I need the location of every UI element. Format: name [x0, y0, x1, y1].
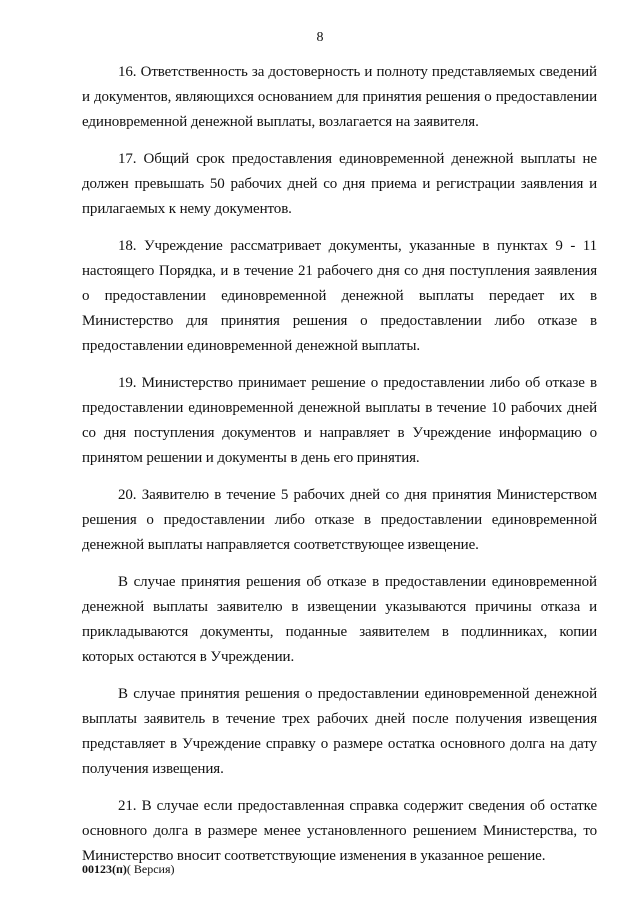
paragraph-20: 20. Заявителю в течение 5 рабочих дней со дня принятия Министерством решения о предоставлении либо отказе в предоставлении единовременной денежной выплаты направляется соответствующее извещение.: [82, 487, 597, 553]
paragraph-approval-case: В случае принятия решения о предоставлении единовременной денежной выплаты заявитель в течение трех рабочих дней после получения извещения представляет в Учреждение справку о размере остатка основного долга на дату получения извещения.: [82, 686, 597, 777]
document-body: [82, 60, 597, 881]
paragraph-16: 16. Ответственность за достоверность и полноту представляемых сведений и документов, являющихся основанием для принятия решения о предоставлении единовременной денежной выплаты, возлагается на заявителя.: [82, 64, 597, 130]
paragraph-18: 18. Учреждение рассматривает документы, указанные в пунктах 9 - 11 настоящего Порядка, и в течение 21 рабочего дня со дня поступления заявления о предоставлении единовременной денежной выплаты передает их в Министерство для принятия решения о предоставлении либо отказе в предоставлении единовременной денежной выплаты.: [82, 238, 597, 354]
paragraph-21: 21. В случае если предоставленная справка содержит сведения об остатке основного долга в размере менее установленного решением Министерства, то Министерство вносит соответствующие изменения в указанное решение.: [82, 798, 597, 864]
document-footer: [82, 862, 175, 877]
document-version: ( Версия): [126, 862, 175, 876]
paragraph-19: 19. Министерство принимает решение о предоставлении либо об отказе в предоставлении единовременной денежной выплаты в течение 10 рабочих дней со дня поступления документов и направляет в Учреждение информацию о принятом решении и документы в день его принятия.: [82, 375, 597, 466]
paragraph-refusal-case: В случае принятия решения об отказе в предоставлении единовременной денежной выплаты заявителю в извещении указываются причины отказа и прикладываются документы, поданные заявителем в подлинниках, копии которых остаются в Учреждении.: [82, 574, 597, 665]
paragraph-17: 17. Общий срок предоставления единовременной денежной выплаты не должен превышать 50 рабочих дней со дня приема и регистрации заявления и прилагаемых к нему документов.: [82, 151, 597, 217]
document-code: 00123(п): [82, 862, 127, 876]
page-number: 8: [316, 30, 324, 45]
